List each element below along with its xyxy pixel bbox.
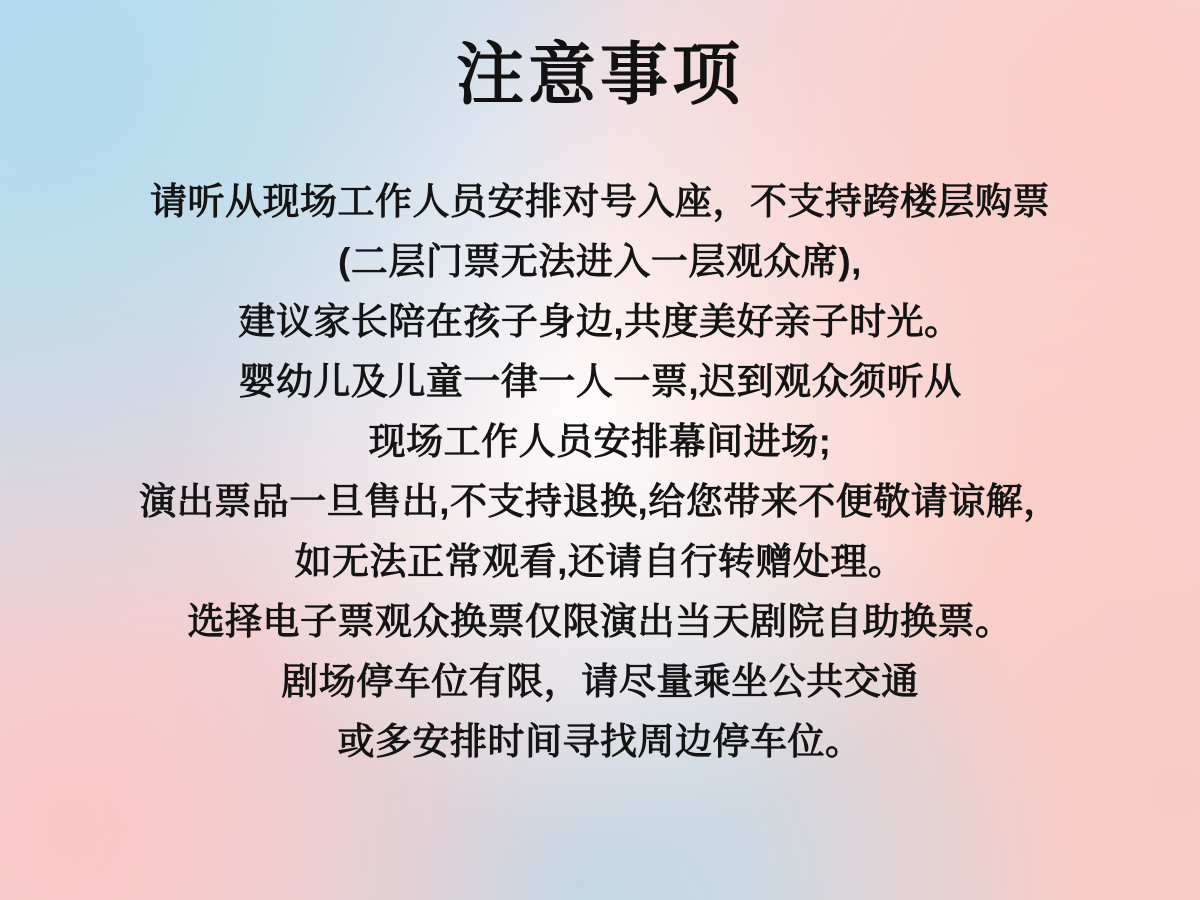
notice-line: 演出票品一旦售出,不支持退换,给您带来不便敬请谅解， (139, 480, 1061, 522)
notice-line: 请听从现场工作人员安排对号入座，不支持跨楼层购票 (150, 181, 1050, 223)
notice-line: 婴幼儿及儿童一律一人一票,迟到观众须听从 (238, 361, 962, 402)
notice-line: (二层门票无法进入一层观众席), (338, 241, 862, 283)
notice-line: 剧场停车位有限，请尽量乘坐公共交通 (281, 660, 919, 702)
notice-line: 现场工作人员安排幕间进场; (368, 420, 832, 462)
notice-line: 建议家长陪在孩子身边,共度美好亲子时光。 (238, 301, 962, 343)
notice-line: 选择电子票观众换票仅限演出当天剧院自助换票。 (187, 600, 1013, 642)
notice-line: 如无法正常观看,还请自行转赠处理。 (294, 540, 906, 582)
page-title: 注意事项 (455, 37, 744, 113)
notice-line: 或多安排时间寻找周边停车位。 (337, 720, 863, 762)
notice-text-block (0, 114, 1200, 771)
